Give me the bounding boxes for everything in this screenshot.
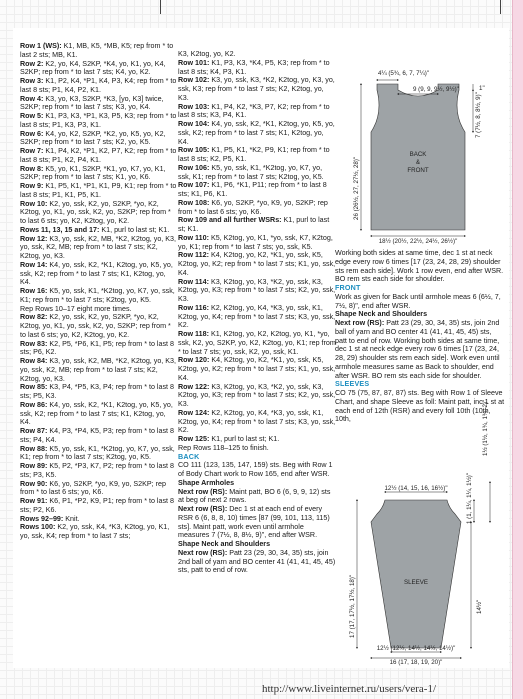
lower-width-label: 16 (17, 18, 19, 20)" <box>389 659 443 666</box>
row-text: K2, P5, *P6, K1, P5; rep from * to last 8 sts; P6, K2. <box>20 339 175 357</box>
row-text: K3, yo, K3, S2KP, *K3, [yo, K3] twice, S2KP; rep from * to last 7 sts; K3, yo, K4. <box>20 94 164 112</box>
crop-mark <box>160 0 161 14</box>
instruction-row <box>20 112 178 130</box>
row-label: Row 1 (WS): <box>20 42 62 50</box>
instruction-row <box>335 389 505 424</box>
instructions-column-1 <box>20 42 178 541</box>
row-label: Row 104: <box>178 120 210 128</box>
instruction-row <box>20 497 178 515</box>
row-label: Row 83: <box>20 339 48 348</box>
instruction-row <box>20 383 178 401</box>
row-label: Row 107: <box>178 181 210 190</box>
row-text: K3, yo, ssk, K2, MB, *K2, K2tog, yo, K3, yo, ssk, K2, MB; rep from * to last 7 sts; K2, K2tog, yo, K3. <box>20 234 176 260</box>
row-text: K6, P1, *P2, K9, P1; rep from * to last 8 sts; P2, K6. <box>20 497 175 514</box>
row-label: Row 14: <box>20 260 48 269</box>
instruction-row <box>20 480 178 498</box>
instruction-row <box>20 515 178 524</box>
row-text: K1, P6, *K1, P11; rep from * to last 8 sts; K1, P6, K1. <box>178 181 327 198</box>
row-label: Row 109 and all further WSRs: <box>178 216 282 225</box>
row-label: Next row (RS): <box>335 319 385 327</box>
body-length-label: 26 (26½, 27, 27½, 28)" <box>353 156 360 220</box>
instruction-row <box>335 293 505 311</box>
instruction-row <box>20 401 178 427</box>
section-heading: SLEEVES <box>335 380 370 389</box>
instruction-row <box>20 340 178 358</box>
instruction-row <box>20 147 178 165</box>
instruction-row <box>178 164 336 182</box>
instruction-row <box>178 304 336 330</box>
instruction-row <box>20 182 178 200</box>
section-heading: FRONT <box>335 284 361 292</box>
row-label: Row 108: <box>178 198 210 207</box>
instruction-row <box>20 200 178 226</box>
row-text: K3, P4, *P5, K3, P4; rep from * to last 8 sts; P5, K3. <box>20 383 175 400</box>
instruction-row <box>20 60 178 78</box>
row-text: K1, purl to last st; K1. <box>101 225 170 234</box>
sleeve-length-label: 17 (17, 17½, 17½, 18)" <box>349 574 356 638</box>
instruction-row <box>20 462 178 480</box>
row-text: K4, yo, ssk, K2, *K1, K2tog, yo, K5, yo, ssk, K2; rep from * to last 7 sts; K1, K2tog, yo, K4. <box>20 260 173 287</box>
instruction-row <box>20 305 178 314</box>
page-edge-strip <box>512 0 523 699</box>
row-label: Row 6: <box>20 129 44 138</box>
hem-width-label: 18½ (20½, 22½, 24½, 26½)" <box>378 238 458 245</box>
row-text: K1, purl to last st; K1. <box>211 435 280 443</box>
row-text: K1, P3, K3, *K4, P5, K3; rep from * to last 8 sts; K4, P3, K1. <box>178 58 330 76</box>
row-label: Rows 92–99: <box>20 514 64 523</box>
row-label: Row 125: <box>178 435 210 443</box>
row-text: K5, yo, K1, S2KP, *K1, yo, K7, yo, K1, S2KP; rep from * to last 7 sts; K1, yo, K6. <box>20 164 166 182</box>
row-text: Dec 1 st at each end of every RSR 6 (6, 8, 8, 10) times [87 (99, 101, 113, 115) sts]. Maint patt, work even until armhole measures 7 (7½, 8, 8½, 9)", end after WSR. <box>178 505 330 540</box>
instruction-row <box>20 313 178 339</box>
row-label: Row 102: <box>178 76 210 85</box>
row-text: Working both sides at same time, dec 1 st at neck edge every row 6 times [17 (23, 24, 28, 29) shoulder sts rem each side]. Work 1 row even, end after WSR. BO rem sts each side for shoulder. <box>335 249 504 284</box>
instruction-row <box>20 287 178 305</box>
row-label: Row 101: <box>178 58 210 67</box>
row-text: K5, yo, ssk, K1, *K2tog, yo, K7, yo, ssk, K1; rep from * to last 7 sts; K2tog, yo, K5. <box>178 163 324 181</box>
row-text: K3, yo, ssk, K2, MB, *K2, K2tog, yo, K3, yo, ssk, K2, MB; rep from * to last 7 sts; K2, K2tog, yo, K3. <box>20 357 176 383</box>
row-label: Row 85: <box>20 383 48 392</box>
instructions-column-2 <box>178 50 336 575</box>
row-label: Row 120: <box>178 356 210 365</box>
instruction-row <box>178 199 336 217</box>
row-text: K2, yo, K4, S2KP, *K4, yo, K1, yo, K4, S2KP; rep from * to last 7 sts; K4, yo, K2. <box>20 59 166 77</box>
row-label: Row 89: <box>20 462 48 470</box>
row-text: K3, K2tog, yo, K3, *K2, yo, ssk, K3, K2tog, yo, K3; rep from * to last 7 sts; K2, yo, ssk, K3. <box>178 382 336 408</box>
instruction-row <box>178 50 336 59</box>
row-text: Knit. <box>65 514 80 523</box>
instruction-row <box>20 445 178 463</box>
instruction-row <box>20 261 178 287</box>
instruction-row <box>20 42 178 60</box>
row-text: K5, P2, *P3, K7, P2; rep from * to last 8 sts; P3, K5. <box>20 462 175 479</box>
instruction-row <box>178 330 336 356</box>
row-text: K1, purl to last st; K1. <box>178 216 330 233</box>
row-label: Row 84: <box>20 357 48 365</box>
row-text: K6, yo, S2KP, *yo, K9, yo, S2KP; rep from * to last 6 sts; yo, K6. <box>178 198 328 216</box>
instruction-row <box>178 356 336 382</box>
instruction-row <box>178 383 336 409</box>
row-text: K1, P2, K4, *P1, K4, P3, K4; rep from * to last 8 sts; P1, K4, P2, K1. <box>20 77 177 94</box>
row-text: K4, P3, *P4, K5, P3; rep from * to last 8 sts; P4, K4. <box>20 427 175 444</box>
row-text: K2, yo, ssk, K2, yo, S2KP, *yo, K2, K2tog, yo, K1, yo, ssk, K2, yo, S2KP; rep from * to last 6 sts; yo, K2, K2tog, yo, K2. <box>20 199 171 225</box>
row-label: Row 10: <box>20 199 48 208</box>
row-text: K6, yo, S2KP, *yo, K9, yo, S2KP; rep from * to last 6 sts; yo, K6. <box>20 479 166 497</box>
row-label: Row 4: <box>20 94 44 103</box>
row-label: Row 116: <box>178 303 209 312</box>
instruction-row <box>20 165 178 183</box>
row-text: K1, MB, K5, *MB, K5; rep from * to last 2 sts; MB, K1. <box>20 42 174 59</box>
row-text: Work as given for Back until armhole meas 6 (6½, 7, 7½, 8)", end after WSR. <box>335 292 501 310</box>
row-text: Rep Rows 118–125 to finish. <box>178 443 269 452</box>
row-text: K2, yo, ssk, K2, yo, S2KP, *yo, K2, K2tog, yo, K1, yo, ssk, K2, yo, S2KP; rep from * to last 6 sts; yo, K2, K2tog, yo, K2. <box>20 313 171 339</box>
sleeve-label: SLEEVE <box>403 579 429 586</box>
row-text: Rep Rows 10–17 eight more times. <box>20 304 132 313</box>
pattern-page <box>13 28 509 668</box>
row-label: Next row (RS): <box>178 548 228 557</box>
row-label: Row 112: <box>178 251 209 260</box>
row-label: Row 118: <box>178 330 209 338</box>
row-text: K1, K2tog, yo, K2, K2tog, yo, K1, *yo, ssk, K2, yo, S2KP, yo, K2, K2tog, yo, K1; rep from * to last 7 sts; yo, ssk, K2, yo, ssk, K1. <box>178 330 336 356</box>
row-label: Row 7: <box>20 147 44 155</box>
row-label: Row 5: <box>20 112 44 120</box>
row-label: Row 82: <box>20 313 48 322</box>
row-text: K1, P5, K1, *K2, P9, K1; rep from * to last 8 sts; K2, P5, K1. <box>178 146 330 163</box>
instruction-row <box>20 235 178 261</box>
row-text: K4, yo, ssk, K2, *K1, K2tog, yo, K5, yo, ssk, K2; rep from * to last 7 sts; K1, K2tog, yo, K4. <box>20 400 173 427</box>
instruction-row <box>178 120 336 146</box>
instruction-row <box>20 427 178 445</box>
row-label: Row 88: <box>20 444 48 453</box>
row-text: K4, yo, K2, S2KP, *K2, yo, K5, yo, K2, S2KP; rep from * to last 7 sts; K2, yo, K5. <box>20 129 166 147</box>
row-label: Rows 11, 13, 15 and 17: <box>20 225 100 234</box>
ampersand-label: & <box>415 159 421 166</box>
row-label: Row 122: <box>178 382 210 391</box>
instruction-row <box>178 278 336 304</box>
armhole-depth-label: 7 (7½, 8, 8½, 9)" <box>475 92 482 138</box>
instruction-row <box>178 76 336 102</box>
instruction-row <box>178 461 336 479</box>
row-text: K2, K2tog, yo, K4, *K3, yo, ssk, K1, K2tog, yo, K4; rep from * to last 7 sts; K3, yo, ssk, K2. <box>178 408 336 435</box>
subsection-heading: Shape Neck and Shoulders <box>335 310 428 319</box>
row-text: K3, K2tog, yo, K3, *K2, yo, ssk, K3, K2tog, yo, K3; rep from * to last 7 sts; K2, yo, ssk, K3. <box>178 277 336 303</box>
row-label: Row 114: <box>178 277 209 286</box>
row-label: Next row (RS): <box>178 505 228 513</box>
row-text: K1, P4, K2, *K3, P7, K2; rep from * to last 8 sts; K3, P4, K1. <box>178 102 330 120</box>
row-text: K1, P3, K3, *P1, K3, P5, K3; rep from * to last 8 sts; P1, K3, P3, K1. <box>20 112 177 129</box>
row-label: Row 2: <box>20 59 44 68</box>
row-label: Row 124: <box>178 408 210 417</box>
row-text: K4, K2tog, yo, K2, *K1, yo, ssk, K5, K2tog, yo, K2; rep from * to last 7 sts; K1, yo, ssk, K4. <box>178 356 336 382</box>
instruction-row <box>178 216 336 234</box>
row-text: Patt 23 (29, 30, 34, 35) sts, join 2nd ball of yarn and BO center 41 (41, 41, 45, 45) sts, patt to end of row. Working both sides at same time, dec 1 st at neck edge every row 6 times [17 (23, 24, 28, 29) shoulder sts rem each side]. Work even until armhole measures same as Back to shoulder, end after WSR. BO rem sts each side for shoulder. <box>335 319 500 380</box>
row-text: CO 111 (123, 135, 147, 159) sts. Beg with Row 1 of Body Chart work to Row 165, end after WSR. <box>178 461 333 478</box>
side-length-label: 14½" <box>476 599 483 614</box>
instruction-row <box>178 234 336 252</box>
crop-mark <box>500 0 501 14</box>
instruction-row <box>178 59 336 77</box>
front-label: FRONT <box>407 167 429 174</box>
cap-depth-label: 1½ (1½, 1¾, 1¾, 2)" <box>482 399 489 456</box>
row-text: Patt 23 (29, 30, 34, 35) sts, join 2nd ball of yarn and BO center 41 (41, 41, 45, 45) sts, patt to end of row. <box>178 548 336 575</box>
instruction-row <box>178 444 336 453</box>
instruction-row <box>178 505 336 540</box>
instruction-row <box>20 226 178 235</box>
instruction-row <box>20 357 178 383</box>
instruction-row <box>20 95 178 113</box>
row-label: Row 16: <box>20 287 48 295</box>
cuff-width-label: 12½ (12½, 14½, 14½, 14½)" <box>376 645 456 652</box>
row-text: K5, K2tog, yo, K1, *yo, ssk, K7, K2tog, yo, K1; rep from * to last 7 sts; yo, ssk, K5. <box>178 233 333 251</box>
row-label: Row 110: <box>178 233 209 242</box>
row-text: K2, K2tog, yo, K4, *K3, yo, ssk, K1, K2tog, yo, K4; rep from * to last 7 sts; K3, yo, ssk, K2. <box>178 303 336 330</box>
row-label: Next row (RS): <box>178 487 228 496</box>
instructions-column-3 <box>335 249 505 424</box>
section-heading: BACK <box>178 452 200 461</box>
instruction-row <box>335 319 505 380</box>
instruction-row <box>335 249 505 284</box>
instruction-row <box>178 146 336 164</box>
instruction-row <box>178 435 336 444</box>
front-neck-drop-label: 1" <box>479 85 485 92</box>
row-text: K4, K2tog, yo, K2, *K1, yo, ssk, K5, K2tog, yo, K2; rep from * to last 7 sts; K1, yo, ssk, K4. <box>178 251 336 277</box>
row-label: Row 87: <box>20 427 48 435</box>
row-text: K3, yo, ssk, K3, *K2, K2tog, yo, K3, yo, ssk, K3; rep from * to last 7 sts; K2, K2tog, yo, K3. <box>178 76 335 102</box>
instruction-row <box>178 181 336 199</box>
subsection-heading: Shape Neck and Shoulders <box>178 540 271 548</box>
row-text: K2, yo, ssk, K4, *K3, K2tog, yo, K1, yo, ssk, K4; rep from * to last 7 sts; <box>20 523 170 540</box>
shoulder-width-label: 4¼ (5¾, 6, 7, 7¼)" <box>378 70 430 77</box>
row-label: Row 8: <box>20 164 44 173</box>
row-label: Row 103: <box>178 102 210 111</box>
back-front-schematic <box>335 44 503 244</box>
neck-width-label: 9 (9, 9, 9½, 9½)" <box>413 86 459 93</box>
row-label: Row 86: <box>20 400 48 409</box>
row-text: CO 75 (75, 87, 87, 87) sts. Beg with Row 1 of Sleeve Chart, and shape Sleeve as foll: Maint patt, inc 1 st at each end of 12th (RSR) and every foll 10th (10th, 10th, <box>335 389 505 424</box>
instruction-row <box>178 549 336 575</box>
watermark-url: http://www.liveinternet.ru/users/vera-1/ <box>262 683 437 695</box>
back-label: BACK <box>409 151 427 158</box>
instruction-row <box>20 523 178 541</box>
row-label: Row 105: <box>178 146 210 155</box>
instruction-row <box>178 488 336 506</box>
row-text: K1, P5, K1, *P1, K1, P9, K1; rep from * to last 8 sts; P1, K1, P5, K1. <box>20 182 177 199</box>
row-text: K4, yo, ssk, K2, *K1, K2tog, yo, K5, yo, ssk, K2; rep from * to last 7 sts; K1, K2tog, yo, K4. <box>178 120 335 146</box>
sleeve-shape <box>371 500 461 648</box>
row-label: Row 3: <box>20 77 44 85</box>
row-label: Row 91: <box>20 497 48 505</box>
cap-width-label: 12½ (14, 15, 16, 16½)" <box>384 485 448 492</box>
instruction-row <box>178 103 336 121</box>
row-label: Rows 100: <box>20 523 56 532</box>
row-text: K5, yo, ssk, K1, *K2tog, yo, K7, yo, ssk, K1; rep from * to last 7 sts; K2tog, yo, K5. <box>20 444 175 462</box>
upper-depth-label: 1 (1, 1¼, 1¼, 1½)" <box>466 472 473 524</box>
row-text: Maint patt, BO 6 (6, 9, 9, 12) sts at beg of next 2 rows. <box>178 487 331 505</box>
row-label: Row 106: <box>178 163 210 172</box>
row-text: K3, K2tog, yo, K2. <box>178 50 236 58</box>
row-label: Row 9: <box>20 182 44 190</box>
instruction-row <box>178 251 336 277</box>
row-label: Row 90: <box>20 479 48 488</box>
instruction-row <box>178 409 336 435</box>
row-label: Row 12: <box>20 234 48 243</box>
instruction-row <box>20 130 178 148</box>
row-text: K5, yo, ssk, K1, *K2tog, yo, K7, yo, ssk, K1; rep from * to last 7 sts; K2tog, yo, K5. <box>20 287 175 304</box>
instruction-row <box>20 77 178 95</box>
row-text: K1, P4, K2, *P1, K2, P7, K2; rep from * to last 8 sts; P1, K2, P4, K1. <box>20 147 177 164</box>
subsection-heading: Shape Armholes <box>178 478 235 487</box>
